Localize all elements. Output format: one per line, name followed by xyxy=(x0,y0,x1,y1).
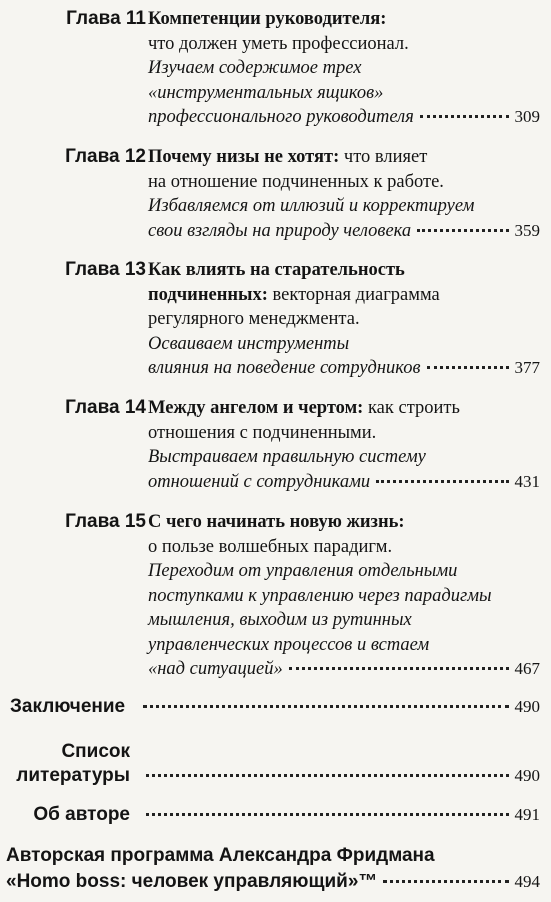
chapter-label: Глава 13 xyxy=(65,259,146,280)
bibliography-label: литературы xyxy=(16,765,130,786)
chapter-title: подчиненных: xyxy=(148,284,268,305)
chapter-title: Между ангелом и чертом: xyxy=(148,398,364,418)
chapter-title: Как влиять на старательность xyxy=(148,260,405,280)
page-number: 490 xyxy=(514,766,540,785)
chapter-title: С чего начинать новую жизнь: xyxy=(148,512,405,532)
toc-entry-author-program[interactable] xyxy=(6,844,540,894)
page-number: 494 xyxy=(514,872,540,891)
chapter-description: мышления, выходим из рутинных xyxy=(148,610,412,630)
page-number: 377 xyxy=(514,358,540,377)
chapter-title: Компетенции руководителя: xyxy=(148,9,387,29)
chapter-description: управленческих процессов и встаем xyxy=(148,634,430,655)
dot-leader xyxy=(146,813,509,816)
chapter-label: Глава 15 xyxy=(65,511,146,532)
chapter-description: профессионального руководителя xyxy=(148,107,414,127)
chapter-subtitle: о пользе волшебных парадигм. xyxy=(148,536,393,557)
chapter-title: Почему низы не хотят: xyxy=(148,147,340,167)
dot-leader xyxy=(143,705,508,708)
chapter-subtitle: отношения с подчиненными. xyxy=(148,422,377,443)
dot-leader xyxy=(427,366,509,369)
chapter-label: Глава 14 xyxy=(65,397,146,418)
dot-leader xyxy=(420,115,509,118)
page-number: 309 xyxy=(514,107,540,126)
page-number: 359 xyxy=(514,220,540,240)
chapter-description: поступками к управлению через парадигмы xyxy=(148,585,492,606)
chapter-subtitle: на отношение подчиненных к работе. xyxy=(148,171,444,192)
conclusion-label: Заключение xyxy=(10,696,126,717)
dot-leader xyxy=(146,774,509,777)
chapter-subtitle: регулярного менеджмента. xyxy=(148,309,360,329)
page-number: 431 xyxy=(514,471,540,491)
toc-entry-about-author[interactable] xyxy=(0,803,540,827)
toc-entry-conclusion[interactable] xyxy=(10,695,540,719)
page-number: 490 xyxy=(514,697,540,716)
toc-leader-row xyxy=(148,105,540,130)
dot-leader xyxy=(417,229,508,232)
dot-leader xyxy=(289,667,509,670)
bibliography-label: Список xyxy=(61,741,130,762)
program-title: «Homo boss: человек управляющий»™ xyxy=(6,871,378,892)
chapter-description: Изучаем содержимое трех xyxy=(148,58,362,78)
chapter-description: Осваиваем инструменты xyxy=(148,333,350,354)
chapter-description: Избавляемся от иллюзий и корректируем xyxy=(148,196,475,216)
chapter-subtitle: векторная диаграмма xyxy=(272,284,440,305)
toc-leader-row xyxy=(148,657,540,682)
chapter-label: Глава 12 xyxy=(65,146,146,167)
chapter-description: свои взгляды на природу человека xyxy=(148,220,412,241)
chapter-description: «инструментальных ящиков» xyxy=(148,82,384,103)
chapter-description: «над ситуацией» xyxy=(148,659,283,679)
chapter-description: отношений с сотрудниками xyxy=(148,471,371,492)
chapter-subtitle: что должен уметь профессионал. xyxy=(148,33,409,54)
chapter-description: Выстраиваем правильную систему xyxy=(148,447,426,467)
page-number: 467 xyxy=(514,659,540,678)
toc-leader-row xyxy=(148,470,540,495)
chapter-description: Переходим от управления отдельными xyxy=(148,561,458,581)
chapter-subtitle: как строить xyxy=(367,398,460,418)
dot-leader xyxy=(376,480,508,483)
dot-leader xyxy=(383,880,508,883)
chapter-subtitle: что влияет xyxy=(343,147,428,167)
toc-leader-row xyxy=(148,219,540,244)
toc-leader-row xyxy=(148,356,540,381)
chapter-label: Глава 11 xyxy=(66,8,146,29)
about-label: Об авторе xyxy=(33,804,130,825)
page-number: 491 xyxy=(514,805,540,824)
program-title: Авторская программа Александра Фридмана xyxy=(6,845,435,866)
chapter-description: влияния на поведение сотрудников xyxy=(148,358,421,378)
